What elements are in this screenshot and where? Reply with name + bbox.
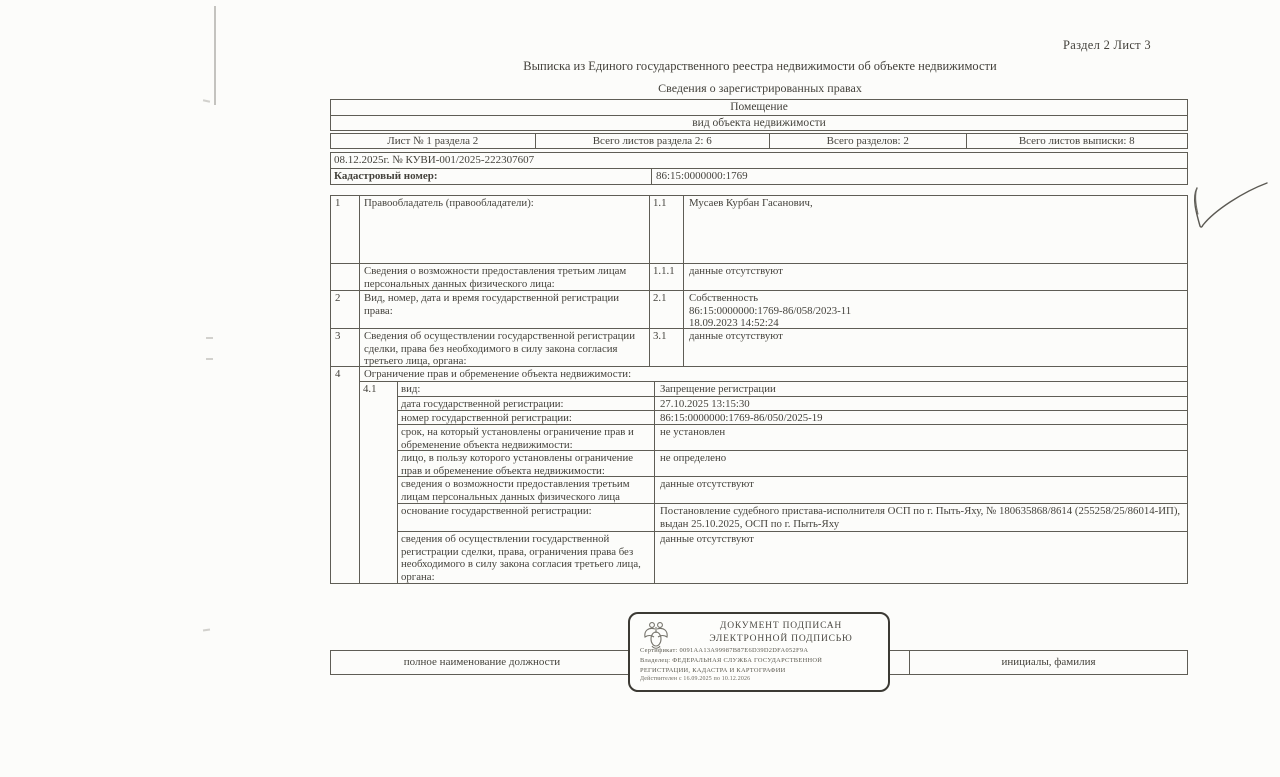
restriction-row-kind	[398, 382, 1187, 396]
row-value: не установлен	[654, 425, 1187, 450]
row-label: основание государственной регистрации:	[401, 505, 592, 517]
row-value: данные отсутствуют	[683, 329, 1187, 366]
row-value: данные отсутствуют	[654, 477, 1187, 503]
document-title: Выписка из Единого государственного реестра недвижимости об объекте недвижимости	[523, 59, 997, 73]
scan-artifact-tick	[206, 337, 213, 339]
row-label: Сведения об осуществлении государственной регистрации сделки, права без необходимого в силу закона согласия третьего лица, органа:	[359, 329, 649, 366]
stamp-owner-line2: РЕГИСТРАЦИИ, КАДАСТРА И КАРТОГРАФИИ	[640, 667, 786, 674]
stamp-line-signed: ДОКУМЕНТ ПОДПИСАН	[719, 621, 843, 631]
document-date-number: 08.12.2025г. № КУВИ-001/2025-222307607	[334, 154, 535, 166]
row-value: Постановление судебного пристава-исполнителя ОСП по г. Пыть-Яху, № 180635868/8614 (255258/25/86014-ИП), выдан 25.10.2025, ОСП по г. Пыть-Яху	[654, 504, 1187, 531]
digital-signature-stamp	[628, 612, 890, 692]
object-type-caption: вид объекта недвижимости	[331, 115, 1187, 130]
object-type-value: Помещение	[730, 101, 788, 113]
row-value: 27.10.2025 13:15:30	[654, 397, 1187, 410]
row-value: данные отсутствуют	[683, 264, 1187, 290]
initials-surname-cell: инициалы, фамилия	[909, 651, 1187, 674]
restrictions-grid	[360, 381, 1187, 583]
object-type-table	[330, 99, 1188, 131]
restriction-row-number	[398, 410, 1187, 424]
handwritten-checkmark	[1183, 180, 1273, 240]
row-number: 1	[335, 197, 341, 209]
cadastral-number-label: Кадастровый номер:	[334, 170, 438, 182]
stamp-certificate: Сертификат: 0091AA13A99987B87E6D39D2DFA052F9A	[640, 647, 809, 654]
restriction-row-term	[398, 424, 1187, 450]
sheet-number-cell: Лист № 1 раздела 2	[387, 135, 479, 147]
stamp-line-esignature: ЭЛЕКТРОННОЙ ПОДПИСЬЮ	[709, 634, 853, 644]
row-value: не определено	[654, 451, 1187, 476]
sections-total-cell: Всего разделов: 2	[769, 134, 966, 148]
row-label: срок, на который установлены ограничение прав и обременение объекта недвижимости:	[401, 426, 634, 451]
restriction-row-beneficiary	[398, 450, 1187, 476]
row-subnumber: 1.1	[649, 196, 683, 263]
coat-of-arms-icon	[642, 619, 670, 651]
row-label: Сведения о возможности предоставления третьим лицам персональных данных физического лица:	[359, 264, 649, 290]
table-row-registration	[331, 290, 1187, 328]
restriction-row-deal-registration	[398, 531, 1187, 583]
restriction-rows	[397, 382, 1187, 583]
registration-number: 86:15:0000000:1769-86/058/2023-11	[689, 304, 852, 317]
row-subnumber: 3.1	[649, 329, 683, 366]
row-label: Правообладатель (правообладатели):	[359, 196, 649, 263]
table-row-deal-registration	[331, 328, 1187, 366]
restrictions-body	[359, 367, 1187, 583]
section-sheets-total-cell: Всего листов раздела 2: 6	[535, 134, 769, 148]
row-number: 3	[335, 330, 341, 342]
registered-rights-table	[330, 195, 1188, 584]
row-value	[683, 291, 1187, 328]
row-number	[331, 264, 359, 290]
position-title-cell: полное наименование должности	[403, 656, 561, 668]
scan-artifact-tick	[206, 358, 213, 360]
document-subtitle: Сведения о зарегистрированных правах	[658, 81, 862, 95]
extract-sheets-total-cell: Всего листов выписки: 8	[966, 134, 1187, 148]
row-label: лицо, в пользу которого установлены ограничение прав и обременение объекта недвижимости:	[401, 452, 634, 477]
row-value: Запрещение регистрации	[654, 382, 1187, 396]
table-row-personal-data	[331, 263, 1187, 290]
stamp-validity: Действителен с 16.09.2025 по 10.12.2026	[640, 676, 751, 682]
scan-artifact-tick	[203, 629, 210, 632]
row-label: номер государственной регистрации:	[401, 412, 572, 424]
row-value: данные отсутствуют	[654, 532, 1187, 583]
row-label: дата государственной регистрации:	[401, 398, 564, 410]
document-number-table	[330, 152, 1188, 185]
row-number: 2	[335, 292, 341, 304]
table-row-rightholder	[331, 196, 1187, 263]
restrictions-block	[331, 366, 1187, 583]
scan-artifact-line	[214, 6, 216, 105]
registration-datetime: 18.09.2023 14:52:24	[689, 317, 779, 330]
row-number: 4	[335, 368, 341, 380]
restrictions-header: Ограничение прав и обременение объекта недвижимости:	[364, 368, 632, 380]
section-sheet-label: Раздел 2 Лист 3	[1063, 38, 1151, 52]
row-value: Мусаев Курбан Гасанович,	[683, 196, 1187, 263]
row-label: вид:	[401, 383, 421, 395]
row-value: 86:15:0000000:1769-86/050/2025-19	[654, 411, 1187, 424]
row-subnumber: 1.1.1	[649, 264, 683, 290]
row-subnumber: 2.1	[649, 291, 683, 328]
cadastral-number-value: 86:15:0000000:1769	[651, 169, 1187, 184]
row-label: Вид, номер, дата и время государственной регистрации права:	[359, 291, 649, 328]
sheets-summary-row	[330, 133, 1188, 149]
stamp-owner-line1: Владелец: ФЕДЕРАЛЬНАЯ СЛУЖБА ГОСУДАРСТВЕННОЙ	[640, 657, 823, 664]
restriction-row-date	[398, 396, 1187, 410]
scan-artifact-tick	[203, 99, 210, 102]
restriction-row-basis	[398, 503, 1187, 531]
restriction-row-personal-data	[398, 476, 1187, 503]
row-label: сведения об осуществлении государственной регистрации сделки, права, ограничения права без необходимого в силу закона согласия третьего лица, органа:	[401, 533, 641, 584]
row-label: сведения о возможности предоставления третьим лицам персональных данных физического лица	[401, 478, 630, 503]
restriction-item-number: 4.1	[363, 383, 377, 395]
registration-type: Собственность	[689, 292, 759, 304]
cadastral-number-row	[331, 168, 1187, 184]
